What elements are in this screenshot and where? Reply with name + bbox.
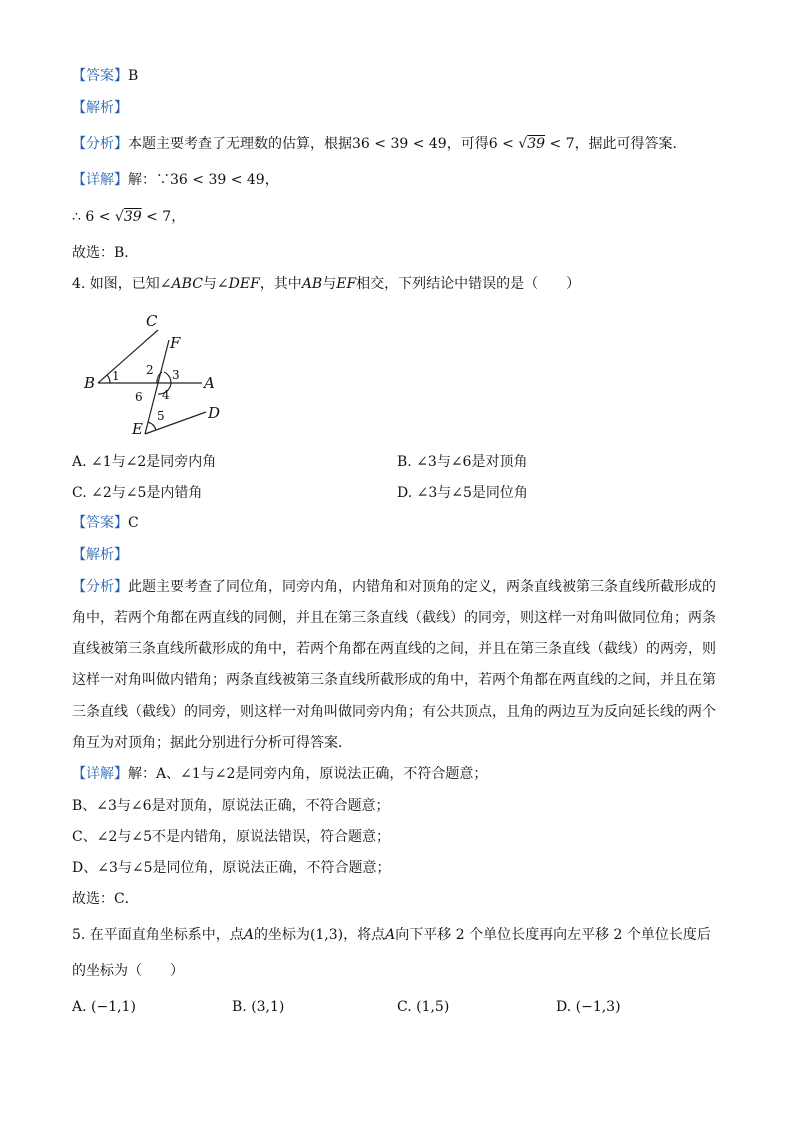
fenxi-label: 【分析】 [72,579,128,595]
point-b: B [84,374,96,392]
q4-detail-line-2: B、∠3与∠6是对顶角，原说法正确，不符合题意； [72,798,390,814]
point-d: D [208,404,221,422]
q5-option-b: B. (3,1) [232,999,285,1015]
q4-detail-line-4: D、∠3与∠5是同位角，原说法正确，不符合题意； [72,860,391,876]
q4-answer [72,513,139,533]
stem-text: 向下平移 2 个单位长度再向左平移 2 个单位长度后 [395,927,711,943]
angle-label-3: 3 [172,368,180,382]
fenxi-label: 【分析】 [72,136,128,152]
radical: 39 [123,209,142,225]
detail-text: 解：A、∠1与∠2是同旁内角，原说法正确，不符合题意； [128,766,488,782]
q5-stem-line-2: 的坐标为（ ） [72,963,184,979]
q4-option-a: A. ∠1与∠2是同旁内角 [72,454,217,470]
q3-analysis-label: 【解析】 [72,100,128,116]
q4-fenxi-line-1 [72,577,716,597]
detail-label: 【详解】 [72,172,128,188]
angle-def: ∠DEF [216,276,260,292]
q3-fenxi: 【分析】本题主要考查了无理数的估算，根据36 < 39 < 49，可得6 < √39 < 7，据此可得答案． [72,136,687,152]
q3-detail [72,170,279,190]
q4-fenxi-line-6: 角互为对顶角；据此分别进行分析可得答案． [72,735,352,751]
q4-fenxi-line-5: 三条直线（截线）的同旁，则这样一对角叫做同旁内角；有公共顶点，且角的两边互为反向延长线的两个 [72,704,716,720]
stem-text: 4. 如图，已知 [72,276,160,292]
q3-choose: 故选：B． [72,245,139,261]
stem-text: 与 [202,276,217,292]
fenxi-text: ，据此可得答案． [574,136,687,152]
ray-ed [145,412,206,434]
q5-stem [72,925,711,945]
inequality: ∴ 6 < [72,209,115,225]
q4-option-c: C. ∠2与∠5是内错角 [72,485,203,501]
inequality: < 7 [545,136,575,152]
q5-option-d: D. (−1,3) [556,999,621,1015]
fenxi-text: 本题主要考查了无理数的估算，根据 [128,136,352,152]
line-ef: EF [336,276,357,292]
q4-fenxi-line-2: 角中，若两个角都在两直线的同侧，并且在第三条直线（截线）的同旁，则这样一对角叫做同位角；两条 [72,610,716,626]
angle-arc-3 [164,372,171,383]
stem-text: 相交，下列结论中错误的是（ ） [356,276,581,292]
geometry-figure [80,308,250,438]
fenxi-text: 此题主要考查了同位角，同旁内角，内错角和对顶角的定义，两条直线被第三条直线所截形成的 [128,579,716,595]
q4-analysis-label: 【解析】 [72,547,128,563]
radical: 39 [527,136,546,152]
detail-text: 解：∵36 < 39 < 49， [128,172,279,188]
q4-fenxi-line-4: 这样一对角叫做内错角；两条直线被第三条直线所截形成的角中，若两个角都在两直线的之间，并且在第 [72,672,716,688]
q3-therefore: ∴ 6 < √39 < 7， [72,209,186,225]
stem-text: ，其中 [259,276,302,292]
angle-arc-5 [148,422,156,430]
inequality: 6 < [488,136,519,152]
answer-label: 【答案】 [72,515,128,531]
q5-option-c: C. (1,5) [397,999,450,1015]
point-f: F [170,334,181,352]
angle-label-1: 1 [112,369,120,383]
point-e: E [132,420,143,438]
q3-answer [72,66,138,86]
fenxi-text: ，可得 [446,136,489,152]
inequality: < 7， [141,209,186,225]
point-a: A [204,374,215,392]
q4-detail-line-3: C、∠2与∠5不是内错角，原说法错误，符合题意； [72,829,390,845]
stem-text: 的坐标为 [253,927,310,943]
stem-text: 5. 在平面直角坐标系中，点 [72,927,244,943]
q4-option-b: B. ∠3与∠6是对顶角 [397,454,528,470]
detail-label: 【详解】 [72,766,128,782]
answer-value: B [128,68,139,84]
q4-detail-line-1 [72,764,487,784]
q4-choose: 故选：C． [72,891,139,907]
stem-text: ，将点 [343,927,386,943]
angle-label-6: 6 [135,390,143,404]
q4-option-d: D. ∠3与∠5是同位角 [397,485,528,501]
point-a: A [385,927,396,943]
angle-label-4: 4 [162,388,170,402]
coordinate: (1,3) [309,927,344,943]
answer-value: C [128,515,139,531]
q5-option-a: A. (−1,1) [72,999,136,1015]
angle-arc-1 [107,375,110,383]
q4-fenxi-line-3: 直线被第三条直线所截形成的角中，若两个角都在两直线的之间，并且在第三条直线（截线）的两旁，则 [72,641,716,657]
point-a: A [243,927,254,943]
stem-text: 与 [322,276,337,292]
angle-label-2: 2 [146,363,154,377]
angle-abc: ∠ABC [159,276,203,292]
line-ab: AB [301,276,323,292]
q4-stem [72,274,580,294]
angle-label-5: 5 [157,409,165,423]
inequality: 36 < 39 < 49 [352,136,447,152]
point-c: C [146,312,158,330]
answer-label: 【答案】 [72,68,128,84]
